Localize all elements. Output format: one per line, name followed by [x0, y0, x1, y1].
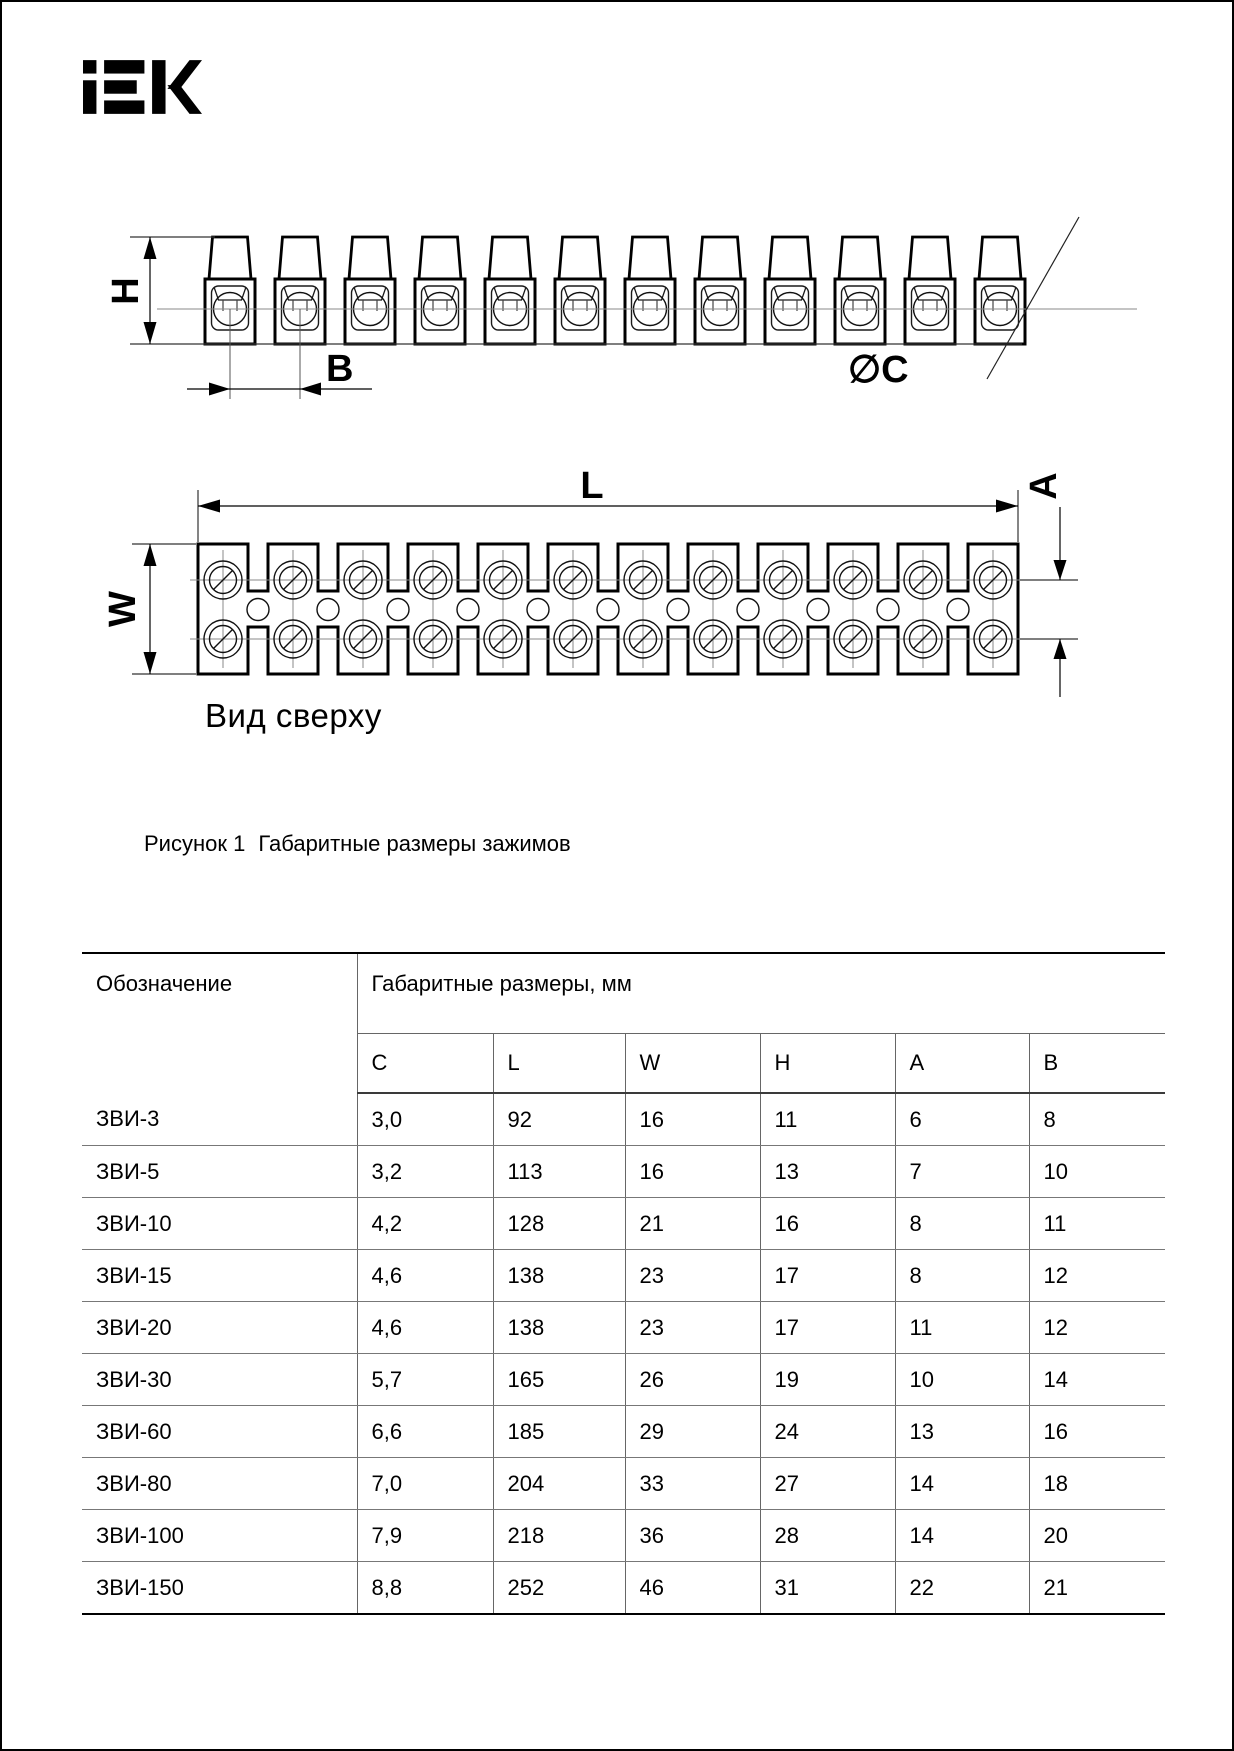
cell-value: 33 [625, 1458, 760, 1510]
cell-value: 12 [1029, 1250, 1165, 1302]
cell-value: 3,0 [357, 1093, 493, 1146]
table-row [82, 1458, 1165, 1510]
cell-value: 8 [1029, 1093, 1165, 1146]
cell-value: 6,6 [357, 1406, 493, 1458]
cell-value: 10 [1029, 1146, 1165, 1198]
cell-designation: ЗВИ-30 [82, 1354, 357, 1406]
cell-value: 20 [1029, 1510, 1165, 1562]
cell-designation: ЗВИ-80 [82, 1458, 357, 1510]
cell-value: 16 [625, 1093, 760, 1146]
table-row [82, 1406, 1165, 1458]
figure-caption [144, 831, 571, 857]
table-subheader-l: L [493, 1034, 625, 1094]
cell-value: 113 [493, 1146, 625, 1198]
cell-value: 8 [895, 1198, 1029, 1250]
table-subheader-c: C [357, 1034, 493, 1094]
cell-value: 138 [493, 1302, 625, 1354]
cell-value: 19 [760, 1354, 895, 1406]
cell-value: 218 [493, 1510, 625, 1562]
cell-value: 36 [625, 1510, 760, 1562]
cell-value: 165 [493, 1354, 625, 1406]
dim-label-c: ∅C [848, 349, 909, 391]
cell-value: 3,2 [357, 1146, 493, 1198]
cell-value: 10 [895, 1354, 1029, 1406]
cell-value: 27 [760, 1458, 895, 1510]
table-row [82, 1302, 1165, 1354]
cell-value: 4,6 [357, 1250, 493, 1302]
iek-logo [83, 60, 202, 114]
cell-value: 204 [493, 1458, 625, 1510]
table-subheader-h: H [760, 1034, 895, 1094]
cell-value: 11 [760, 1093, 895, 1146]
cell-value: 26 [625, 1354, 760, 1406]
cell-value: 7,9 [357, 1510, 493, 1562]
cell-value: 21 [1029, 1562, 1165, 1615]
dimension-w [102, 544, 196, 674]
table-header-row [82, 953, 1165, 1034]
dim-label-h: H [105, 277, 147, 305]
dimension-a [1020, 472, 1078, 697]
cell-designation: ЗВИ-100 [82, 1510, 357, 1562]
cell-value: 29 [625, 1406, 760, 1458]
top-view-drawing [62, 462, 1162, 712]
cell-designation: ЗВИ-3 [82, 1093, 357, 1146]
cell-designation: ЗВИ-5 [82, 1146, 357, 1198]
cell-value: 252 [493, 1562, 625, 1615]
table-header-group: Габаритные размеры, мм [357, 953, 1165, 1034]
terminal-blocks-row [205, 237, 1025, 344]
cell-value: 11 [1029, 1198, 1165, 1250]
cell-value: 138 [493, 1250, 625, 1302]
cell-value: 13 [895, 1406, 1029, 1458]
cell-value: 7 [895, 1146, 1029, 1198]
cell-value: 22 [895, 1562, 1029, 1615]
cell-value: 7,0 [357, 1458, 493, 1510]
dim-label-a: A [1023, 472, 1065, 500]
top-view-label: Вид сверху [205, 697, 382, 734]
table-row [82, 1198, 1165, 1250]
cell-value: 24 [760, 1406, 895, 1458]
cell-value: 16 [1029, 1406, 1165, 1458]
cell-designation: ЗВИ-150 [82, 1562, 357, 1615]
dim-label-b: B [326, 348, 354, 390]
cell-value: 31 [760, 1562, 895, 1615]
cell-value: 14 [1029, 1354, 1165, 1406]
cell-value: 14 [895, 1510, 1029, 1562]
cell-value: 185 [493, 1406, 625, 1458]
dimensions-table-container [82, 952, 1165, 1615]
cell-designation: ЗВИ-60 [82, 1406, 357, 1458]
cell-value: 8,8 [357, 1562, 493, 1615]
cell-value: 17 [760, 1250, 895, 1302]
cell-designation: ЗВИ-20 [82, 1302, 357, 1354]
table-row [82, 1510, 1165, 1562]
cell-value: 6 [895, 1093, 1029, 1146]
dimension-l [198, 465, 1018, 542]
cell-value: 4,6 [357, 1302, 493, 1354]
cell-designation: ЗВИ-15 [82, 1250, 357, 1302]
table-header-designation: Обозначение [96, 971, 233, 996]
figure-caption-text: Габаритные размеры зажимов [258, 831, 571, 856]
table-row [82, 1146, 1165, 1198]
terminal-strip-top [190, 544, 1072, 674]
table-row [82, 1562, 1165, 1615]
cell-value: 11 [895, 1302, 1029, 1354]
cell-value: 128 [493, 1198, 625, 1250]
table-row [82, 1093, 1165, 1146]
table-row [82, 1250, 1165, 1302]
cell-value: 14 [895, 1458, 1029, 1510]
cell-value: 21 [625, 1198, 760, 1250]
cell-value: 8 [895, 1250, 1029, 1302]
cell-value: 16 [760, 1198, 895, 1250]
table-body [82, 1093, 1165, 1614]
cell-value: 46 [625, 1562, 760, 1615]
figure-caption-number: Рисунок 1 [144, 831, 246, 856]
cell-value: 13 [760, 1146, 895, 1198]
cell-value: 17 [760, 1302, 895, 1354]
table-subheader-a: A [895, 1034, 1029, 1094]
cell-value: 12 [1029, 1302, 1165, 1354]
dimension-h [105, 237, 157, 344]
table-row [82, 1354, 1165, 1406]
table-subheader-b: B [1029, 1034, 1165, 1094]
cell-designation: ЗВИ-10 [82, 1198, 357, 1250]
cell-value: 5,7 [357, 1354, 493, 1406]
dim-label-l: L [580, 465, 604, 507]
cell-value: 4,2 [357, 1198, 493, 1250]
cell-value: 18 [1029, 1458, 1165, 1510]
table-subheader-w: W [625, 1034, 760, 1094]
dim-label-w: W [102, 591, 144, 627]
cell-value: 28 [760, 1510, 895, 1562]
dimensions-table [82, 952, 1165, 1615]
cell-value: 23 [625, 1250, 760, 1302]
side-view-drawing [62, 192, 1162, 407]
cell-value: 23 [625, 1302, 760, 1354]
cell-value: 16 [625, 1146, 760, 1198]
cell-value: 92 [493, 1093, 625, 1146]
